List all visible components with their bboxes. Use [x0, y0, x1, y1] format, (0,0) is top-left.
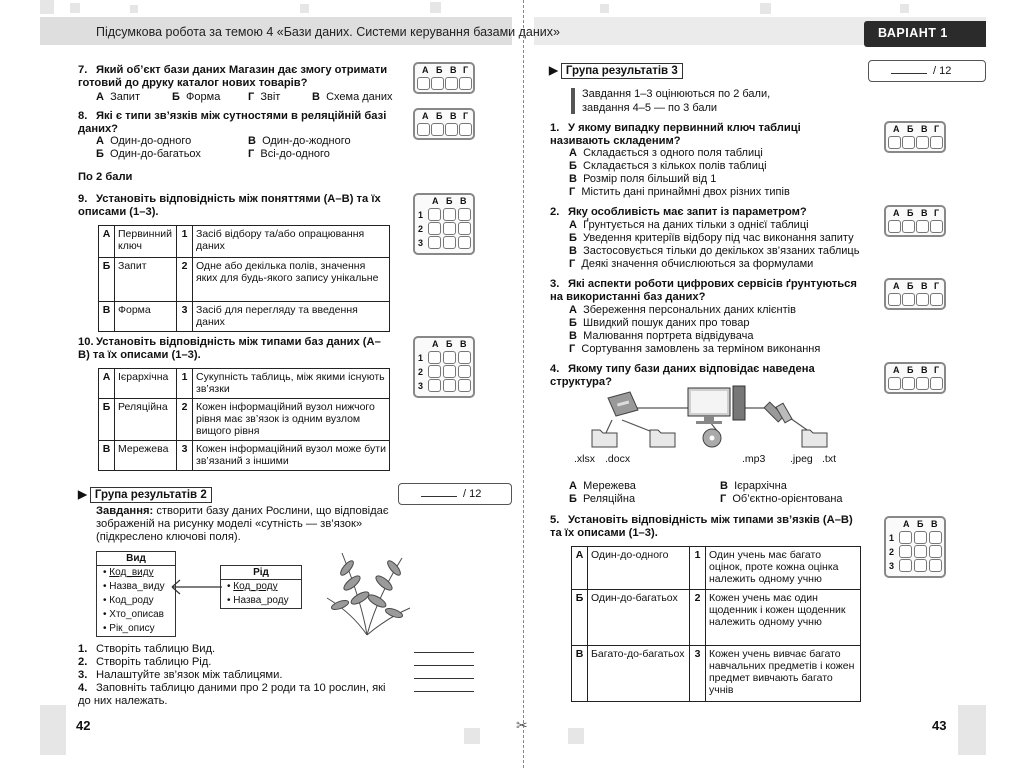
question-r4: 4. Якому типу бази даних відповідає наведена структура? [550, 363, 815, 388]
r3-answer-box[interactable]: А Б В Г [884, 278, 946, 310]
answer-cell[interactable] [914, 559, 927, 572]
answer-cell[interactable] [428, 208, 441, 221]
q7-option-g[interactable]: Г Звіт [248, 91, 281, 103]
group-3-heading: ▶ Група результатів 3 [549, 63, 683, 77]
answer-cell[interactable] [428, 365, 441, 378]
answer-cell[interactable] [899, 559, 912, 572]
answer-cell[interactable] [458, 222, 471, 235]
q7-answer-box[interactable]: А Б В Г [413, 62, 475, 94]
variant-badge: ВАРІАНТ 1 [864, 21, 986, 47]
decor-square [40, 0, 54, 14]
answer-cell[interactable] [930, 293, 943, 306]
answer-cell[interactable] [428, 351, 441, 364]
answer-cell[interactable] [930, 136, 943, 149]
file-txt: .txt [822, 453, 837, 465]
answer-cell[interactable] [916, 220, 929, 233]
answer-cell[interactable] [417, 123, 430, 136]
question-7: 7. Який об’єкт бази даних Магазин дає змогу отримати готовий до друку каталог нових товарів? [78, 64, 388, 89]
answer-cell[interactable] [888, 220, 901, 233]
q10-answer-grid[interactable]: А Б В 1 2 3 [413, 336, 475, 398]
question-r3: 3. Які аспекти роботи цифрових сервісів ґрунтуються на використанні баз даних? [550, 278, 857, 303]
answer-cell[interactable] [916, 293, 929, 306]
decor-square [900, 4, 909, 13]
answer-cell[interactable] [428, 379, 441, 392]
answer-cell[interactable] [443, 351, 456, 364]
page-fold-line [523, 0, 524, 768]
network-structure-diagram [570, 380, 850, 455]
scissors-icon: ✂ [516, 717, 528, 733]
decor-square [70, 3, 80, 13]
r3-option-b[interactable]: Б Швидкий пошук даних про товар [569, 317, 750, 329]
page-number-right: 43 [932, 718, 947, 733]
r3-option-g[interactable]: Г Сортування замовлень за терміном виконання [569, 343, 821, 355]
file-docx: .docx [605, 453, 631, 465]
answer-cell[interactable] [929, 545, 942, 558]
q8-answer-box[interactable]: А Б В Г [413, 108, 475, 140]
answer-cell[interactable] [899, 545, 912, 558]
r2-option-v[interactable]: В Застосовується тільки до декількох зв’язаних таблиць [569, 245, 860, 257]
answer-cell[interactable] [914, 531, 927, 544]
decor-square [600, 4, 609, 13]
answer-cell[interactable] [930, 220, 943, 233]
folder-icon [650, 430, 675, 447]
q8-option-a[interactable]: А Один-до-одного [96, 135, 192, 147]
answer-cell[interactable] [445, 123, 458, 136]
answer-cell[interactable] [459, 77, 472, 90]
q8-option-g[interactable]: Г Всі-до-одного [248, 148, 330, 160]
answer-cell[interactable] [458, 379, 471, 392]
file-xlsx: .xlsx [574, 453, 595, 465]
file-mp3: .mp3 [742, 453, 766, 465]
decor-square [300, 4, 309, 13]
step-3: 3. Налаштуйте зв’язок між таблицями. [78, 669, 283, 681]
r5-match-table: А Один-до-одного 1 Один учень має багато оцінок, проте кожна оцінка належить одному учню Б Один-до-багатьох 2 Кожен учень має один щоденник і кожен щоденник належить одному учню В Багато-до-багатьох 3 Кожен учень вивчає багато навчальних предметів і кожен предмет вивчають багато учнів [571, 546, 861, 702]
question-r2: 2. Яку особливість має запит із параметром? [550, 206, 807, 218]
answer-cell[interactable] [458, 208, 471, 221]
r2-option-b[interactable]: Б Уведення критеріїв відбору під час виконання запиту [569, 232, 854, 244]
q8-option-b[interactable]: Б Один-до-багатьох [96, 148, 201, 160]
r4-option-a[interactable]: А Мережева [569, 480, 636, 492]
decor-square [958, 705, 986, 755]
answer-cell[interactable] [899, 531, 912, 544]
r3-option-v[interactable]: В Малювання портрета відвідувача [569, 330, 754, 342]
r5-answer-grid[interactable]: А Б В 1 2 3 [884, 516, 946, 578]
points-heading: По 2 бали [78, 171, 133, 183]
question-r5: 5. Установіть відповідність між типами зв’язків (А–В) та їх описами (1–3). [550, 514, 853, 539]
answer-line[interactable] [414, 665, 474, 666]
answer-cell[interactable] [445, 77, 458, 90]
answer-cell[interactable] [902, 293, 915, 306]
answer-cell[interactable] [929, 559, 942, 572]
answer-cell[interactable] [458, 236, 471, 249]
question-9: 9. Установіть відповідність між поняттями (А–В) та їх описами (1–3). [78, 193, 381, 218]
answer-cell[interactable] [458, 365, 471, 378]
answer-cell[interactable] [902, 136, 915, 149]
answer-cell[interactable] [888, 293, 901, 306]
group-3-score[interactable]: / 12 [868, 60, 986, 82]
answer-line[interactable] [414, 678, 474, 679]
decor-square [40, 705, 66, 755]
decor-square [130, 5, 138, 13]
answer-cell[interactable] [902, 377, 915, 390]
file-jpeg: .jpeg [790, 453, 813, 465]
answer-cell[interactable] [443, 365, 456, 378]
page-number-left: 42 [76, 718, 91, 733]
r1-option-b[interactable]: Б Складається з кількох полів таблиці [569, 160, 767, 172]
step-2: 2. Створіть таблицю Рід. [78, 656, 212, 668]
usb-drive-icon [764, 402, 792, 423]
answer-line[interactable] [414, 691, 474, 692]
q10-match-table: А Ієрархічна 1 Сукупність таблиць, між якими існують зв’язки Б Реляційна 2 Кожен інформаційний вузол нижчого рівня має зв’язок із одним вузлом вищого рівня В Мережева 3 Кожен інформаційний вузол може бути зв’язаний з іншими [98, 368, 390, 471]
answer-cell[interactable] [431, 123, 444, 136]
answer-cell[interactable] [929, 531, 942, 544]
q9-answer-grid[interactable]: А Б В 1 2 3 [413, 193, 475, 255]
step-4: 4. Заповніть таблицю даними про 2 роди та 10 рослин, які до них належать. [78, 682, 386, 707]
q7-option-v[interactable]: В Схема даних [312, 91, 393, 103]
scoring-note: Завдання 1–3 оцінюються по 2 бали, завдання 4–5 — по 3 бали [582, 88, 771, 114]
page-title: Підсумкова робота за темою 4 «Бази даних. Системи керування базами даних» [96, 25, 560, 39]
answer-cell[interactable] [443, 379, 456, 392]
question-r1: 1. У якому випадку первинний ключ таблиці називають складеним? [550, 122, 801, 147]
answer-cell[interactable] [417, 77, 430, 90]
r1-option-g[interactable]: Г Містить дані принаймні двох різних типів [569, 186, 790, 198]
answer-cell[interactable] [902, 220, 915, 233]
answer-cell[interactable] [888, 136, 901, 149]
r4-option-v[interactable]: В Ієрархічна [720, 480, 787, 492]
r2-answer-box[interactable]: А Б В Г [884, 205, 946, 237]
answer-line[interactable] [414, 652, 474, 653]
answer-cell[interactable] [914, 545, 927, 558]
r4-option-g[interactable]: Г Об’єктно-орієнтована [720, 493, 843, 505]
folder-icon [802, 430, 827, 447]
r4-option-b[interactable]: Б Реляційна [569, 493, 636, 505]
decor-square [760, 3, 771, 14]
answer-cell[interactable] [431, 77, 444, 90]
decor-square [568, 728, 584, 744]
q7-option-a[interactable]: А Запит [96, 91, 140, 103]
r1-option-v[interactable]: В Розмір поля більший від 1 [569, 173, 717, 185]
answer-cell[interactable] [916, 136, 929, 149]
r1-answer-box[interactable]: А Б В Г [884, 121, 946, 153]
answer-cell[interactable] [443, 208, 456, 221]
question-10: 10. Установіть відповідність між типами баз даних (А–В) та їх описами (1–3). [78, 336, 381, 361]
answer-cell[interactable] [443, 222, 456, 235]
q9-match-table: А Первинний ключ 1 Засіб відбору та/або опрацювання даних Б Запит 2 Одне або декілька полів, значення яких для будь-якого запису унікальне В Форма 3 Засіб для перегляду та введення даних [98, 225, 390, 332]
cd-disc-icon [703, 429, 721, 447]
r3-option-a[interactable]: А Збереження персональних даних клієнтів [569, 304, 796, 316]
r2-option-a[interactable]: А Ґрунтується на даних тільки з однієї таблиці [569, 219, 809, 231]
note-bar [571, 88, 575, 114]
relationship-connector [170, 575, 225, 595]
answer-cell[interactable] [428, 236, 441, 249]
r4-answer-box[interactable]: А Б В Г [884, 362, 946, 394]
answer-cell[interactable] [458, 351, 471, 364]
group-2-score[interactable]: / 12 [398, 483, 512, 505]
fern-illustration [322, 543, 412, 638]
computer-icon [688, 386, 745, 424]
q7-option-b[interactable]: Б Форма [172, 91, 221, 103]
r1-option-a[interactable]: А Складається з одного поля таблиці [569, 147, 763, 159]
answer-cell[interactable] [428, 222, 441, 235]
r2-option-g[interactable]: Г Деякі значення обчислюються за формулами [569, 258, 814, 270]
answer-cell[interactable] [888, 377, 901, 390]
answer-cell[interactable] [916, 377, 929, 390]
entity-vyd: Вид • Код_виду • Назва_виду • Код_роду • Хто_описав • Рік_опису [96, 551, 176, 637]
step-1: 1. Створіть таблицю Вид. [78, 643, 216, 655]
question-8: 8. Які є типи зв’язків між сутностями в реляційній базі даних? [78, 110, 387, 135]
decor-square [430, 2, 441, 13]
answer-cell[interactable] [930, 377, 943, 390]
folder-icon [592, 430, 617, 447]
q8-option-v[interactable]: В Один-до-жодного [248, 135, 351, 147]
group-2-heading: ▶ Група результатів 2 [78, 487, 212, 501]
answer-cell[interactable] [459, 123, 472, 136]
decor-square [464, 728, 480, 744]
task-description: Завдання: створити базу даних Рослини, що відповідає зображеній на рисунку моделі «сутність — зв’язок» (підкреслено ключові поля). [96, 505, 389, 543]
external-drive-icon [608, 392, 638, 416]
answer-cell[interactable] [443, 236, 456, 249]
entity-rid: Рід • Код_роду • Назва_роду [220, 565, 302, 609]
